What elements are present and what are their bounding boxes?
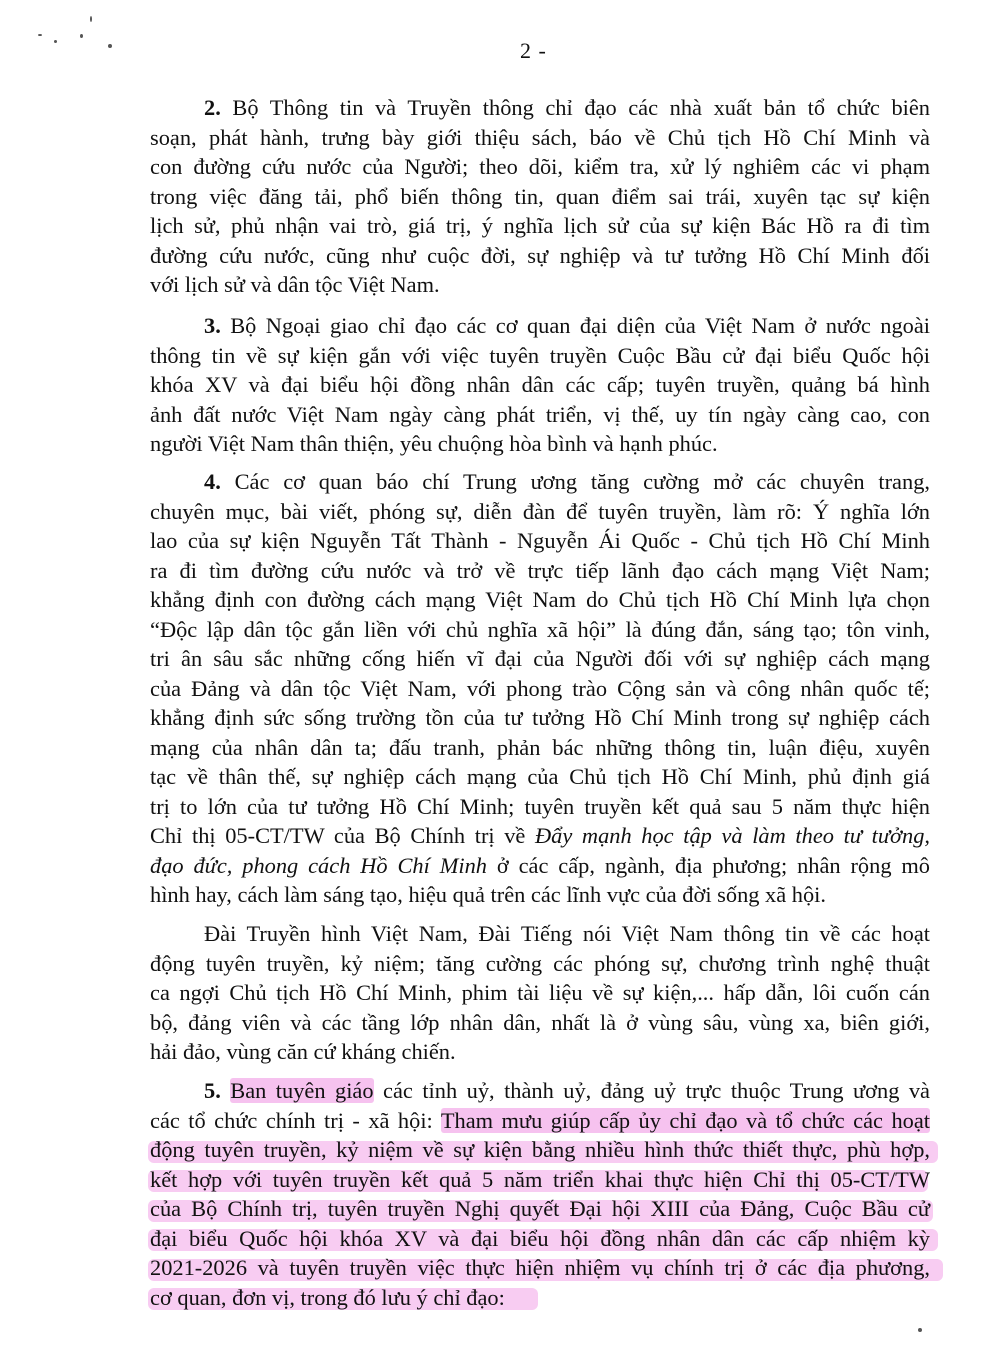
scan-speck — [108, 44, 112, 48]
text-line: 5. Ban tuyên giáo các tỉnh uỷ, thành uỷ, đảng uỷ trực thuộc Trung ương và — [204, 1078, 930, 1103]
scan-speck — [38, 34, 42, 36]
text-line: 4. Các cơ quan báo chí Trung ương tăng cường mở các chuyên trang, — [204, 469, 930, 494]
section-number: 4. — [204, 469, 221, 494]
text-line: ra đi tìm đường cứu nước và trở về trực tiếp lãnh đạo cách mạng Việt Nam; — [150, 557, 930, 583]
text-line: người Việt Nam thân thiện, yêu chuộng hòa bình và hạnh phúc. — [150, 431, 718, 456]
italic-title: Đẩy mạnh học tập và làm theo tư tưởng, — [534, 823, 930, 848]
text-line: kết hợp với tuyên truyền kết quả 5 năm triển khai thực hiện Chỉ thị 05-CT/TW — [150, 1166, 930, 1192]
section-number: 2. — [204, 95, 221, 120]
section-number: 5. — [204, 1078, 221, 1103]
text-line: trị to lớn của tư tưởng Hồ Chí Minh; tuyên truyền kết quả sau 5 năm thực hiện — [150, 793, 930, 819]
text-line: soạn, phát hành, trưng bày giới thiệu sách, báo về Chủ tịch Hồ Chí Minh và — [150, 124, 930, 150]
text-line: 2. Bộ Thông tin và Truyền thông chỉ đạo các nhà xuất bản tổ chức biên — [204, 95, 930, 120]
text-line: lao của sự kiện Nguyễn Tất Thành - Nguyễn Ái Quốc - Chủ tịch Hồ Chí Minh — [150, 528, 930, 553]
italic-title: đạo đức, phong cách Hồ Chí Minh — [150, 852, 487, 878]
section-5 — [150, 1076, 930, 1312]
text-line: hải đảo, vùng căn cứ kháng chiến. — [150, 1039, 456, 1064]
section-3 — [150, 311, 930, 459]
scan-speck — [54, 40, 57, 43]
text-line: động tuyên truyền, kỷ niệm về sự kiện bằng nhiều hình thức thiết thực, phù hợp, — [150, 1137, 930, 1162]
text-line: đại biểu Quốc hội khóa XV và đại biểu hội đồng nhân dân các cấp nhiệm kỳ — [150, 1225, 930, 1251]
text-line: động tuyên truyền, kỷ niệm; tăng cường các phóng sự, chương trình nghệ thuật — [150, 950, 930, 976]
text-line: của Bộ Chính trị, tuyên truyền Nghị quyết Đại hội XIII của Đảng, Cuộc Bầu cử — [150, 1196, 930, 1221]
section-4-broadcast — [150, 919, 930, 1067]
text-line: khẳng định sức sống trường tồn của tư tưởng Hồ Chí Minh trong sự nghiệp cách — [150, 705, 930, 730]
page-number: 2 - — [520, 38, 547, 63]
highlighted-text: Tham mưu giúp cấp ủy chỉ đạo và tổ chức các hoạt — [440, 1107, 930, 1133]
text-line: trong việc đăng tải, phổ biến thông tin, quan điểm sai trái, xuyên tạc sự kiện — [150, 183, 930, 209]
text-line: với lịch sử và dân tộc Việt Nam. — [150, 272, 440, 297]
text-line: hình hay, cách làm sáng tạo, hiệu quả trên các lĩnh vực của đời sống xã hội. — [150, 882, 826, 907]
text-line: “Độc lập dân tộc gắn liền với chủ nghĩa xã hội” là đúng đắn, sáng tạo; tôn vinh, — [150, 616, 930, 642]
text-line: lịch sử, phủ nhận vai trò, giá trị, ý nghĩa lịch sử của sự kiện Bác Hồ ra đi tìm — [150, 213, 930, 238]
scan-speck — [80, 34, 83, 38]
section-2 — [150, 93, 930, 300]
text-line: đường cứu nước, cũng như cuộc đời, sự nghiệp và tư tưởng Hồ Chí Minh đối — [150, 242, 930, 268]
text-line: ca ngợi Chủ tịch Hồ Chí Minh, phim tài liệu về sự kiện,... hấp dẫn, lôi cuốn cán — [150, 980, 930, 1005]
text-line: con đường cứu nước của Người; theo dõi, kiểm tra, xử lý nghiêm các vi phạm — [150, 154, 930, 179]
section-number: 3. — [204, 313, 221, 338]
text-line: tri ân sâu sắc những cống hiến vĩ đại của Người đối với sự nghiệp cách mạng — [150, 646, 930, 671]
text-line: 2021-2026 và tuyên truyền việc thực hiện nhiệm vụ chính trị ở các địa phương, — [150, 1255, 930, 1280]
highlighted-text: Ban tuyên giáo — [230, 1078, 374, 1103]
text-line: bộ, đảng viên và các tầng lớp nhân dân, nhất là ở vùng sâu, vùng xa, biên giới, — [150, 1009, 930, 1035]
text-line: 3. Bộ Ngoại giao chỉ đạo các cơ quan đại diện của Việt Nam ở nước ngoài — [204, 313, 930, 338]
text-line: chuyên mục, bài viết, phóng sự, diễn đàn để tuyên truyền, làm rõ: Ý nghĩa lớn — [150, 498, 930, 524]
text-line: khóa XV và đại biểu hội đồng nhân dân các cấp; tuyên truyền, quảng bá hình — [150, 372, 930, 397]
text-line: các tổ chức chính trị - xã hội: Tham mưu giúp cấp ủy chỉ đạo và tổ chức các hoạt — [150, 1107, 930, 1133]
text-line: ảnh đất nước Việt Nam ngày càng phát triển, vị thế, uy tín ngày càng cao, con — [150, 401, 930, 427]
text-line: mạng của nhân dân ta; đấu tranh, phản bác những thông tin, luận điệu, xuyên — [150, 734, 930, 760]
text-line: Chỉ thị 05-CT/TW của Bộ Chính trị về Đẩy mạnh học tập và làm theo tư tưởng, — [150, 823, 930, 848]
section-4 — [150, 467, 930, 910]
text-line: khẳng định con đường cách mạng Việt Nam do Chủ tịch Hồ Chí Minh lựa chọn — [150, 587, 930, 612]
text-line: của Đảng và dân tộc Việt Nam, với phong trào Cộng sản và công nhân quốc tế; — [150, 675, 930, 701]
text-line: thông tin về sự kiện gắn với việc tuyên truyền Cuộc Bầu cử đại biểu Quốc hội — [150, 342, 930, 368]
scan-speck — [90, 16, 92, 22]
text-line: Đài Truyền hình Việt Nam, Đài Tiếng nói Việt Nam thông tin về các hoạt — [204, 921, 930, 946]
scan-speck — [918, 1328, 922, 1332]
text-line: đạo đức, phong cách Hồ Chí Minh ở các cấp, ngành, địa phương; nhân rộng mô — [150, 852, 931, 878]
text-line: cơ quan, đơn vị, trong đó lưu ý chỉ đạo: — [150, 1284, 505, 1310]
text-line: tạc về thân thế, sự nghiệp cách mạng của Chủ tịch Hồ Chí Minh, phủ định giá — [150, 764, 930, 789]
